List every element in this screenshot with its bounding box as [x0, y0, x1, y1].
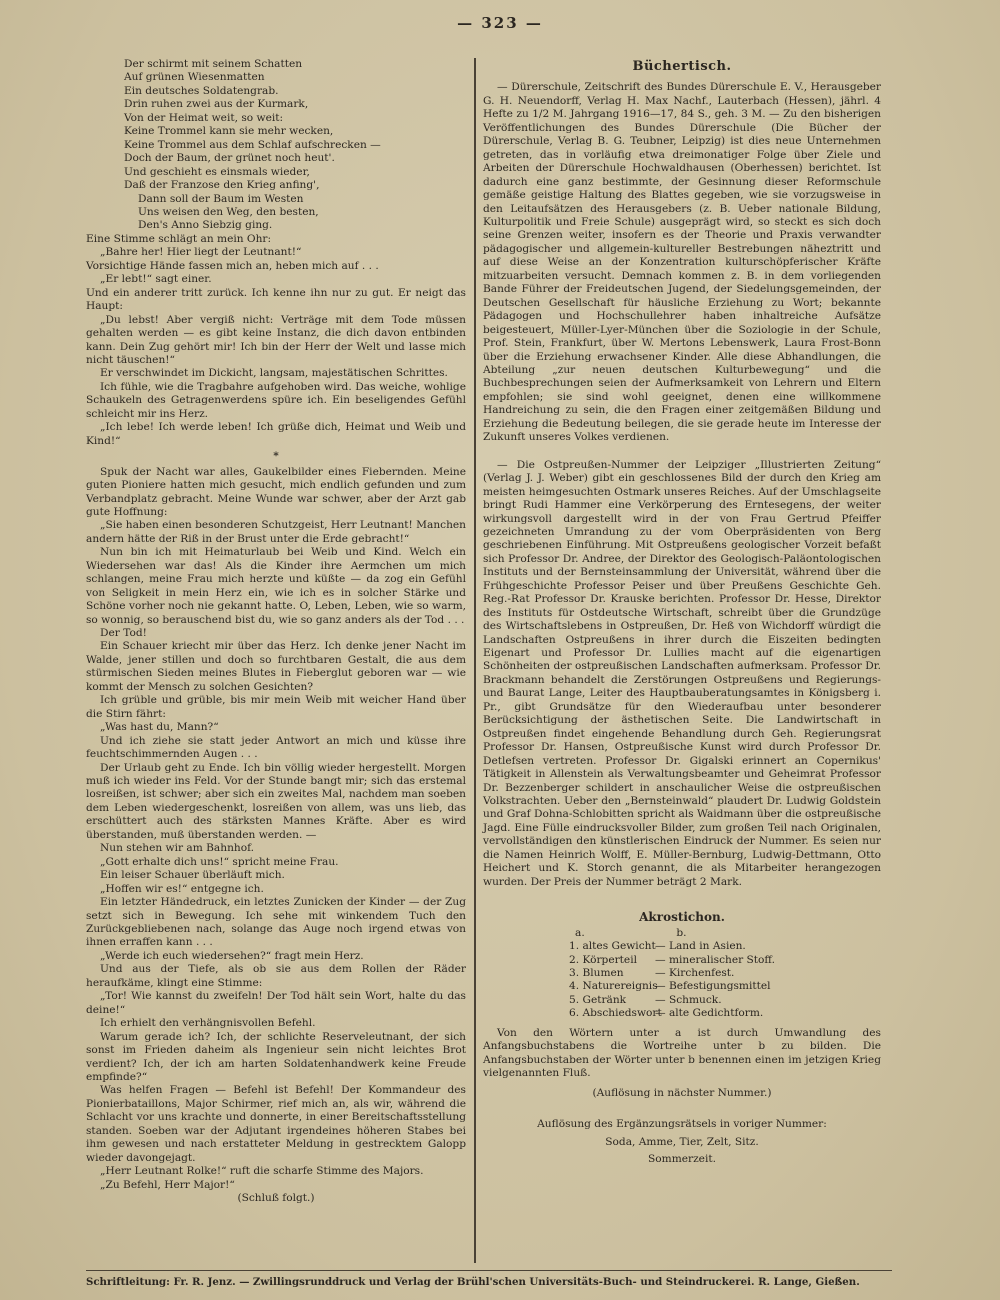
column-label-a: a. [575, 926, 585, 939]
paragraph: „Gott erhalte dich uns!“ spricht meine Frau. [100, 855, 339, 868]
poem-line: Daß der Franzose den Krieg anfing', [124, 179, 320, 192]
column-divider [474, 58, 476, 1263]
section-separator: * [273, 450, 279, 463]
poem-line: Und geschieht es einsmals wieder, [124, 165, 310, 178]
puzzle-row [569, 967, 881, 980]
paragraph: Der Urlaub geht zu Ende. Ich bin völlig wieder hergestellt. Morgen muß ich wieder ins Feld. Vor der Stunde bangt mir; sich das erstemal losreißen, ist schwer; aber sich ein zweites Mal, nachdem man soeben dem Leben wiedergeschenkt, losreißen von allem, was uns lieb, das erschüttert auch des stärksten Mannes Kräfte. Aber es wird überstanden, muß überstanden werden. — [86, 761, 466, 841]
paragraph: Was helfen Fragen — Befehl ist Befehl! Der Kommandeur des Pionierbataillons, Major Schirmer, rief mich an, als wir, während die Schlacht vor uns krachte und donnerte, in einer Bereitschaftsstellung standen. Soeben war der Adjutant irgendeines höheren Stabes bei ihm gewesen und nach erstatteter Meldung in gestrecktem Galopp wieder davongejagt. [86, 1084, 466, 1164]
page-number: — 323 — [457, 14, 543, 32]
paragraph: „Bahre her! Hier liegt der Leutnant!“ [100, 246, 302, 259]
puzzle-word-b: — mineralischer Stoff. [655, 953, 775, 966]
paragraph: Eine Stimme schlägt an mein Ohr: [86, 232, 272, 245]
puzzle-column-labels [483, 927, 881, 940]
puzzle-row [569, 994, 881, 1007]
poem-line: Auf grünen Wiesenmatten [124, 71, 265, 84]
story-column [86, 58, 466, 1206]
poem-line: Dann soll der Baum im Westen [138, 192, 304, 205]
paragraph: Vorsichtige Hände fassen mich an, heben mich auf . . . [86, 259, 379, 272]
paragraph: „Du lebst! Aber vergiß nicht: Verträge mit dem Tode müssen gehalten werden — es gibt keine Instanz, die dich davon entbinden kann. Dein Zug gehört mir! Ich bin der Herr der Welt und lasse mich nicht täuschen!“ [86, 313, 466, 366]
paragraph: Spuk der Nacht war alles, Gaukelbilder eines Fiebernden. Meine guten Pioniere hatten mich gesucht, mich endlich gefunden und zum Verbandplatz gebracht. Meine Wunde war schwer, aber der Arzt gab gute Hoffnung: [86, 465, 466, 518]
paragraph: „Herr Leutnant Rolke!“ ruft die scharfe Stimme des Majors. [100, 1165, 424, 1178]
paragraph: Nun bin ich mit Heimaturlaub bei Weib und Kind. Welch ein Wiedersehen war das! Als die Kinder ihre Aermchen um mich schlangen, meine Frau mich herzte und küßte — da zog ein Gefühl von Seligkeit in mein Herz ein, wie ich es in solcher Stärke und Schöne vorher noch nie gekannt hatte. O, Leben, Leben, wie so warm, so wonnig, so berauschend bist du, wie so ganz anders als der Tod . . . [86, 546, 466, 626]
puzzle-row [569, 940, 881, 953]
puzzle-word-b: — Befestigungsmittel [655, 980, 771, 993]
puzzle-word-a: 6. Abschiedswort [569, 1007, 662, 1020]
puzzle-word-b: — Schmuck. [655, 993, 722, 1006]
poem-line: Keine Trommel aus dem Schlaf aufschrecken — [124, 138, 381, 151]
paragraph: Nun stehen wir am Bahnhof. [100, 842, 255, 855]
paragraph: Ich erhielt den verhängnisvollen Befehl. [100, 1017, 316, 1030]
poem-line: Uns weisen den Weg, den besten, [138, 205, 319, 218]
puzzle-title: Akrostichon. [639, 910, 725, 925]
puzzle-word-a: 5. Getränk [569, 993, 627, 1006]
paragraph: Er verschwindet im Dickicht, langsam, majestätischen Schrittes. [100, 367, 448, 380]
puzzle-row [569, 980, 881, 993]
paragraph: „Er lebt!“ sagt einer. [100, 273, 212, 286]
paragraph: Und ein anderer tritt zurück. Ich kenne ihn nur zu gut. Er neigt das Haupt: [86, 286, 466, 313]
paragraph: Ein letzter Händedruck, ein letztes Zunicken der Kinder — der Zug setzt sich in Bewegung. Ich sehe mit winkendem Tuch den Zurückgebliebenen nach, solange das Auge noch irgend etwas von ihnen erraffen kann . . . [86, 896, 466, 949]
puzzle-row [569, 954, 881, 967]
paragraph: Ein Schauer kriecht mir über das Herz. Ich denke jener Nacht im Walde, jener stillen und doch so furchtbaren Gestalt, die aus dem stürmischen Sieden meines Blutes in Fieberglut geboren war — wie kommt der Mensch zu solchen Gesichten? [86, 640, 466, 693]
review-paragraph: — Die Ostpreußen-Nummer der Leipziger „Illustrierten Zeitung“ (Verlag J. J. Weber) gibt ein geschlossenes Bild der durch den Krieg am meisten heimgesuchten Ostmark unseres Reiches. Auf der Umschlagseite bringt Rudi Hammer eine Verkörperung des Erntesegens, der weiter wirkungsvoll dargestellt wird in der von Frau Gertrud Pfeiffer gezeichneten Umrandung zu der vom Oberpräsidenten von Berg geschriebenen Einführung. Mit Ostpreußens geologischer Vorzeit befaßt sich Professor Dr. Andree, der Direktor des Geologisch-Paläontologischen Instituts und der Bernsteinsammlung der Universität, während über die Frühgeschichte Professor Peiser und über Preußens Geschichte Geh. Reg.-Rat Professor Dr. Krauske berichten. Professor Dr. Hesse, Direktor des Instituts für Ostdeutsche Wirtschaft, schreibt über die Grundzüge des Wirtschaftslebens in Ostpreußen, Dr. Heß von Wichdorff würdigt die Landschaften Ostpreußens in ihrer durch die Eiszeiten bedingten Eigenart und Professor Dr. Lullies macht auf die eigenartigen Schönheiten der ostpreußischen Landschaften aufmerksam. Professor Dr. Brackmann behandelt die Zerstörungen Ostpreußens und Regierungs- und Baurat Lange, Leiter des Hauptbauberatungsamtes in Königsberg i. Pr., gibt Grundsätze für den Wiederaufbau unter besonderer Berücksichtigung der ästhetischen Seite. Die Landwirtschaft in Ostpreußen findet eingehende Behandlung durch Geh. Regierungsrat Professor Dr. Hansen, Ostpreußische Kunst wird durch Professor Dr. Detlefsen vertreten. Professor Dr. Gigalski erinnert an Copernikus' Tätigkeit in Allenstein als Verwaltungsbeamter und Geheimrat Professor Dr. Bezzenberger schildert in anschaulicher Weise die ostpreußischen Volkstrachten. Ueber den „Bernsteinwald“ plaudert Dr. Ludwig Goldstein und Graf Dohna-Schlobitten spricht als Waidmann über die ostpreußische Jagd. Eine Fülle eindrucksvoller Bilder, zum großen Teil nach Originalen, vervollständigen den künstlerischen Eindruck der Nummer. Es seien nur die Namen Heinrich Wolff, E. Müller-Bernburg, Ludwig-Dettmann, Otto Heichert und K. Storch genannt, die als Mitarbeiter herangezogen wurden. Der Preis der Nummer beträgt 2 Mark. [483, 458, 881, 888]
puzzle-word-b: — alte Gedichtform. [655, 1007, 764, 1020]
paragraph: Der Tod! [100, 627, 147, 640]
column-label-b: b. [676, 926, 687, 939]
spacer [483, 445, 881, 459]
solution-answer: Sommerzeit. [648, 1152, 716, 1165]
paragraph: Und aus der Tiefe, als ob sie aus dem Rollen der Räder heraufkäme, klingt eine Stimme: [86, 963, 466, 989]
poem-line: Doch der Baum, der grünet noch heut'. [124, 152, 335, 165]
puzzle-word-a: 2. Körperteil [569, 953, 637, 966]
puzzle-note: (Auflösung in nächster Nummer.) [592, 1086, 772, 1099]
poem-line: Den's Anno Siebzig ging. [138, 219, 273, 232]
poem-line: Ein deutsches Soldatengrab. [124, 84, 279, 97]
paragraph: Ich fühle, wie die Tragbahre aufgehoben wird. Das weiche, wohlige Schaukeln des Getragenwerdens spüre ich. Ein beseligendes Gefühl schleicht mir ins Herz. [86, 380, 466, 420]
paragraph: „Was hast du, Mann?“ [100, 721, 219, 734]
paragraph: „Hoffen wir es!“ entgegne ich. [100, 882, 264, 895]
continued-note: (Schluß folgt.) [237, 1192, 315, 1205]
puzzle-row [569, 1007, 881, 1020]
puzzle-word-a: 4. Naturereignis [569, 980, 658, 993]
paragraph: Und ich ziehe sie statt jeder Antwort an mich und küsse ihre feuchtschimmernden Augen . . . [86, 734, 466, 761]
book-review-column [483, 58, 881, 1166]
section-heading: Büchertisch. [632, 59, 732, 74]
puzzle-list [569, 940, 881, 1021]
poem-line: Von der Heimat weit, so weit: [124, 111, 284, 124]
poem [124, 58, 466, 233]
puzzle-word-a: 3. Blumen [569, 967, 624, 979]
puzzle-word-b: — Land in Asien. [655, 940, 746, 953]
poem-line: Keine Trommel kann sie mehr wecken, [124, 125, 334, 138]
imprint-footer: Schriftleitung: Fr. R. Jenz. — Zwillingsrunddruck und Verlag der Brühl'schen Universitäts-Buch- und Steindruckerei. R. Lange, Gießen. [86, 1276, 860, 1288]
paragraph: Ich grüble und grüble, bis mir mein Weib mit weicher Hand über die Stirn fährt: [86, 694, 466, 720]
spacer [483, 1100, 881, 1118]
paragraph: „Werde ich euch wiedersehen?“ fragt mein Herz. [100, 949, 364, 962]
paragraph: „Tor! Wie kannst du zweifeln! Der Tod hält sein Wort, halte du das deine!“ [86, 990, 466, 1016]
paragraph: „Ich lebe! Ich werde leben! Ich grüße dich, Heimat und Weib und Kind!“ [86, 421, 466, 447]
paragraph: Warum gerade ich? Ich, der schlichte Reserveleutnant, der sich sonst im Frieden daheim als Ingenieur sein nicht leichtes Brot verdient? Ich, der ich am harten Soldatenhandwerk keine Freude empfinde?“ [86, 1030, 466, 1083]
review-paragraph: — Dürerschule, Zeitschrift des Bundes Dürerschule E. V., Herausgeber G. H. Neuendorff, Verlag H. Max Nachf., Lauterbach (Hessen), jährl. 4 Hefte zu 1/2 M. Jahrgang 1916—17, 84 S., geh. 3 M. — Zu den bisherigen Veröffentlichungen des Bundes Dürerschule (Die Bücher der Dürerschule, Verlag B. G. Teubner, Leipzig) ist dies neue Unternehmen getreten, das in vorläufig etwa dreimonatiger Folge über Ziele und Arbeiten der Dürerschule Hochwaldhausen (Oberhessen) berichtet. Ist dadurch eine ganz bestimmte, der Gesinnung dieser Reformschule gemäße geistige Haltung des Blattes gegeben, wie sie vorzugsweise in den Leitaufsätzen des Herausgebers (z. B. Ueber nationale Bildung, Kulturpolitik und Freie Schule) ausgeprägt wird, so steckt es sich doch seine Grenzen weiter, insofern es der Theorie und Praxis verwandter pädagogischer und allgemein-kultureller Bestrebungen näheztritt und auf diese Weise an der Konzentration kulturschöpferischer Kräfte mitzuarbeiten versucht. Demnach kommen z. B. in dem vorliegenden Bande Führer der Freideutschen Jugend, der Siedelungsgemeinden, der Deutschen Gesellschaft für häusliche Erziehung zu Wort; bekannte Pädagogen und Hochschullehrer haben inhaltreiche Aufsätze beigesteuert, Müller-Lyer-München über die Soziologie in der Schule, Prof. Stein, Frankfurt, über W. Mertons Lebenswerk, Laura Frost-Bonn über die Erziehung erwachsener Kinder. Alle diese Abhandlungen, die Abteilung „zur neuen deutschen Kulturbewegung“ und die Buchbesprechungen seien der Aufmerksamkeit von Lehrern und Eltern empfohlen; sie sind wohl geeignet, denen eine willkommene Handreichung zu sein, die den Fragen einer zeitgemäßen Bildung und Erziehung die Bedeutung beilegen, die sie gerade heute im Interesse der Zukunft unseres Volkes verdienen. [483, 81, 881, 444]
solution-words: Soda, Amme, Tier, Zelt, Sitz. [605, 1135, 759, 1148]
puzzle-word-b: — Kirchenfest. [655, 967, 735, 979]
footer-rule [86, 1270, 892, 1271]
paragraph: Ein leiser Schauer überläuft mich. [100, 869, 285, 882]
puzzle-instructions: Von den Wörtern unter a ist durch Umwandlung des Anfangsbuchstabens die Wortreihe unter b zu bilden. Die Anfangsbuchstaben der Wörter unter b benennen einen im jetzigen Krieg vielgenannten Fluß. [483, 1026, 881, 1080]
paragraph: „Sie haben einen besonderen Schutzgeist, Herr Leutnant! Manchen andern hätte der Riß in der Brust unter die Erde gebracht!“ [86, 519, 466, 545]
solution-title: Auflösung des Ergänzungsrätsels in voriger Nummer: [537, 1118, 827, 1131]
paragraph: „Zu Befehl, Herr Major!“ [100, 1178, 235, 1191]
puzzle-word-a: 1. altes Gewicht [569, 940, 656, 953]
poem-line: Der schirmt mit seinem Schatten [124, 58, 303, 70]
poem-line: Drin ruhen zwei aus der Kurmark, [124, 98, 309, 111]
